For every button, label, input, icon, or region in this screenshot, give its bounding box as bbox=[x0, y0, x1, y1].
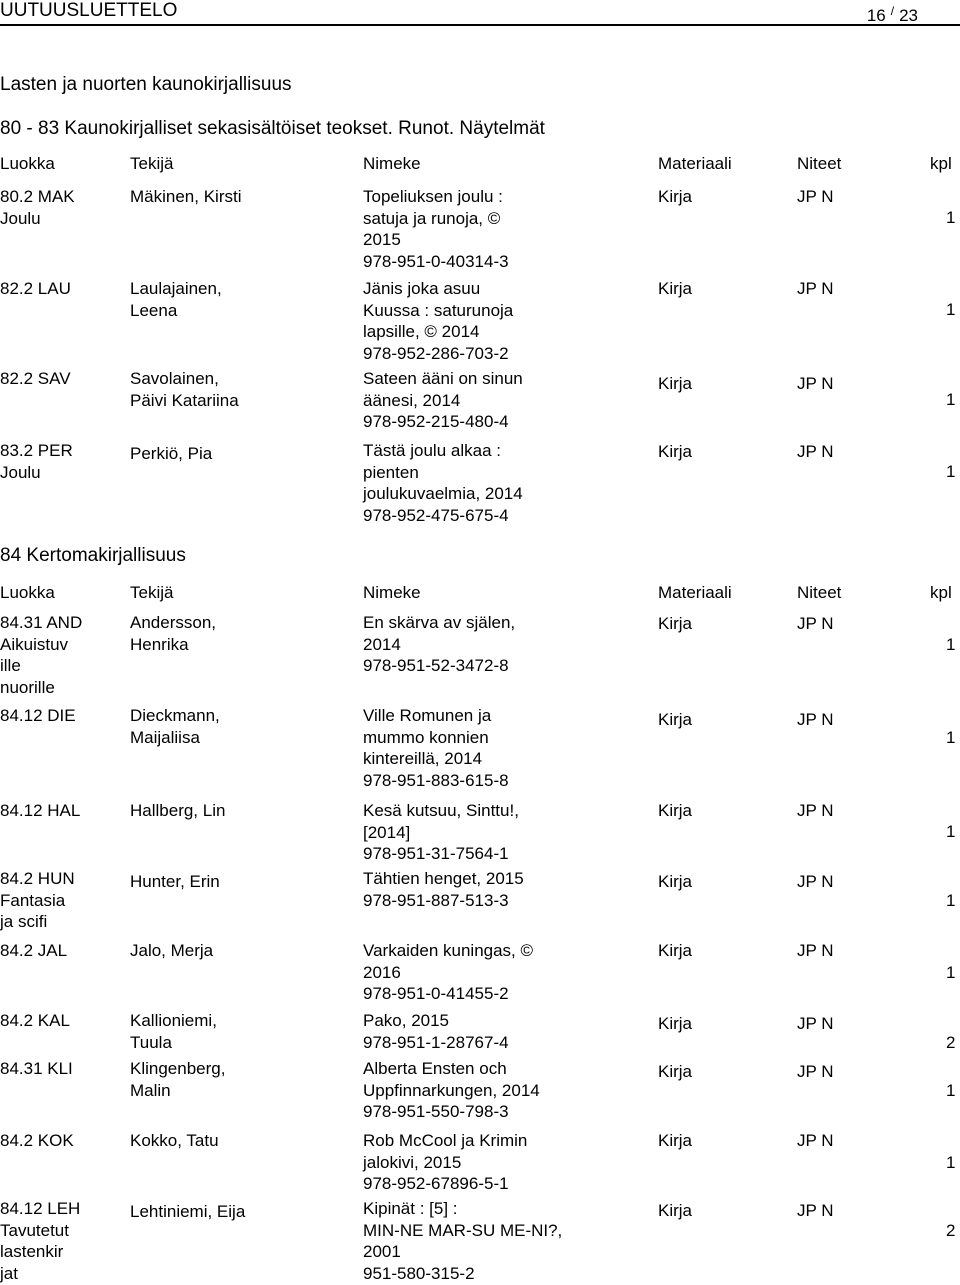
entry-niteet-line: JP N bbox=[797, 279, 834, 298]
entry-materiaali-line: Kirja bbox=[658, 187, 693, 206]
entry-nimeke-line: 978-951-0-41455-2 bbox=[363, 984, 509, 1003]
entry-kpl bbox=[946, 207, 955, 229]
entry-tekija bbox=[130, 1058, 225, 1101]
entry-nimeke bbox=[363, 1058, 540, 1123]
entry-luokka bbox=[0, 368, 71, 390]
entry-tekija-line: Kokko, Tatu bbox=[130, 1131, 219, 1150]
entry-nimeke-line: Tähtien henget, 2015 bbox=[363, 869, 524, 888]
entry-luokka bbox=[0, 1058, 73, 1080]
entry-luokka-line: Fantasia bbox=[0, 890, 66, 910]
entry-nimeke-line: 978-951-550-798-3 bbox=[363, 1102, 509, 1121]
entry-luokka-line: 84.2 HUN bbox=[0, 869, 75, 888]
entry-nimeke-line: 978-951-1-28767-4 bbox=[363, 1032, 509, 1052]
entry-niteet-line: JP N bbox=[797, 1131, 834, 1150]
entry-luokka bbox=[0, 186, 75, 229]
entry-tekija-line: Mäkinen, Kirsti bbox=[130, 187, 242, 206]
entry-luokka-line: Joulu bbox=[0, 462, 41, 482]
entry-niteet bbox=[797, 1200, 834, 1222]
entry-tekija-line: Malin bbox=[130, 1080, 171, 1100]
entry-niteet-line: JP N bbox=[797, 801, 834, 820]
entry-nimeke-line: Tästä joulu alkaa : bbox=[363, 441, 501, 460]
entry-luokka-line: 84.12 HAL bbox=[0, 801, 81, 820]
entry-nimeke bbox=[363, 278, 513, 364]
entry-nimeke bbox=[363, 868, 524, 911]
column-header-row bbox=[0, 582, 960, 604]
entry-luokka-line: Aikuistuv bbox=[0, 634, 69, 654]
entry-tekija-line: Lehtiniemi, Eija bbox=[130, 1202, 246, 1221]
entry-materiaali bbox=[658, 1013, 692, 1035]
entry-nimeke-line: 978-951-52-3472-8 bbox=[363, 656, 509, 675]
entry-nimeke-line: pienten bbox=[363, 462, 419, 482]
entry-materiaali-line: Kirja bbox=[658, 872, 693, 891]
col-kpl: kpl bbox=[930, 154, 952, 173]
entry-luokka bbox=[0, 1130, 74, 1152]
entry-materiaali-line: Kirja bbox=[658, 710, 693, 729]
entry-nimeke-line: 978-952-215-480-4 bbox=[363, 412, 509, 431]
page-number bbox=[867, 0, 918, 27]
entry-tekija-line: Andersson, bbox=[130, 613, 216, 632]
entry-kpl-line: 2 bbox=[946, 1221, 956, 1240]
entry-materiaali bbox=[658, 940, 692, 962]
entry-nimeke-line: Ville Romunen ja bbox=[363, 706, 492, 725]
entry-kpl-line: 1 bbox=[946, 963, 956, 982]
entry-nimeke-line: [2014] bbox=[363, 822, 411, 842]
entry-materiaali-line: Kirja bbox=[658, 1131, 693, 1150]
entry-materiaali-line: Kirja bbox=[658, 1014, 693, 1033]
entry-tekija bbox=[130, 278, 222, 321]
entry-materiaali-line: Kirja bbox=[658, 1201, 693, 1220]
entry-kpl bbox=[946, 299, 955, 321]
entry-kpl-line: 1 bbox=[946, 822, 956, 841]
entry-nimeke-line: 978-951-0-40314-3 bbox=[363, 251, 509, 271]
entry-tekija-line: Hunter, Erin bbox=[130, 872, 220, 891]
entry-luokka-line: Tavutetut bbox=[0, 1220, 69, 1240]
entry-kpl bbox=[946, 1220, 955, 1242]
entry-nimeke-line: mummo konnien bbox=[363, 727, 489, 747]
entry-nimeke-line: lapsille, © 2014 bbox=[363, 322, 480, 341]
entry-tekija-line: Maijaliisa bbox=[130, 727, 200, 747]
entry-luokka-line: 84.12 LEH bbox=[0, 1199, 81, 1218]
entry-nimeke-line: 2014 bbox=[363, 634, 401, 654]
entry-kpl-line: 1 bbox=[946, 891, 956, 910]
main-section-heading: Lasten ja nuorten kaunokirjallisuus bbox=[0, 74, 292, 95]
col-nimeke: Nimeke bbox=[363, 583, 421, 602]
entry-kpl bbox=[946, 1152, 955, 1174]
entry-kpl bbox=[946, 821, 955, 843]
entry-nimeke-line: Kipinät : [5] : bbox=[363, 1199, 458, 1218]
column-header-row bbox=[0, 153, 960, 175]
entry-materiaali bbox=[658, 278, 692, 300]
entry-kpl-line: 1 bbox=[946, 728, 956, 747]
col-niteet: Niteet bbox=[797, 583, 842, 602]
entry-tekija bbox=[130, 1010, 217, 1053]
entry-kpl bbox=[946, 727, 955, 749]
entry-kpl bbox=[946, 1080, 955, 1102]
entry-nimeke-line: jalokivi, 2015 bbox=[363, 1152, 462, 1172]
entry-nimeke-line: 978-952-475-675-4 bbox=[363, 505, 509, 525]
entry-materiaali bbox=[658, 186, 692, 208]
entry-luokka bbox=[0, 1010, 70, 1032]
entry-kpl bbox=[946, 461, 955, 483]
entry-luokka-line: 82.2 SAV bbox=[0, 369, 71, 388]
entry-kpl-line: 1 bbox=[946, 1081, 956, 1100]
entry-kpl-line: 2 bbox=[946, 1033, 956, 1052]
entry-nimeke-line: Rob McCool ja Krimin bbox=[363, 1131, 528, 1150]
col-kpl: kpl bbox=[930, 583, 952, 602]
entry-nimeke-line: 978-952-286-703-2 bbox=[363, 343, 509, 363]
entry-materiaali-line: Kirja bbox=[658, 801, 693, 820]
entry-tekija bbox=[130, 186, 241, 208]
col-materiaali: Materiaali bbox=[658, 154, 732, 173]
entry-materiaali bbox=[658, 613, 692, 635]
entry-kpl-line: 1 bbox=[946, 390, 956, 409]
entry-nimeke bbox=[363, 440, 523, 526]
entry-tekija bbox=[130, 443, 212, 465]
entry-luokka-line: ille bbox=[0, 656, 21, 675]
entry-tekija-line: Päivi Katariina bbox=[130, 390, 239, 410]
entry-nimeke-line: Alberta Ensten och bbox=[363, 1059, 507, 1078]
entry-kpl-line: 1 bbox=[946, 208, 956, 227]
entry-luokka-line: 82.2 LAU bbox=[0, 279, 71, 298]
entry-niteet bbox=[797, 1013, 834, 1035]
entry-kpl bbox=[946, 962, 955, 984]
entry-materiaali bbox=[658, 800, 692, 822]
entry-nimeke bbox=[363, 800, 519, 865]
header-rule bbox=[0, 24, 960, 26]
entry-luokka-line: Joulu bbox=[0, 208, 41, 228]
entry-nimeke-line: 978-951-31-7564-1 bbox=[363, 844, 509, 863]
entry-niteet-line: JP N bbox=[797, 614, 834, 633]
page-separator: / bbox=[890, 4, 895, 18]
entry-nimeke-line: Varkaiden kuningas, © bbox=[363, 941, 534, 960]
entry-niteet-line: JP N bbox=[797, 941, 834, 960]
entry-luokka-line: 84.12 DIE bbox=[0, 706, 76, 725]
entry-nimeke bbox=[363, 1198, 562, 1284]
entry-niteet bbox=[797, 613, 834, 635]
entry-kpl-line: 1 bbox=[946, 300, 956, 319]
entry-nimeke bbox=[363, 368, 523, 433]
entry-niteet bbox=[797, 1061, 834, 1083]
entry-niteet bbox=[797, 1130, 834, 1152]
entry-luokka-line: 84.31 AND bbox=[0, 613, 83, 632]
entry-materiaali bbox=[658, 1200, 692, 1222]
entry-niteet-line: JP N bbox=[797, 442, 834, 461]
entry-tekija-line: Tuula bbox=[130, 1032, 172, 1052]
entry-tekija-line: Savolainen, bbox=[130, 369, 219, 388]
entry-tekija-line: Kallioniemi, bbox=[130, 1011, 217, 1030]
entry-nimeke-line: äänesi, 2014 bbox=[363, 390, 461, 410]
entry-tekija-line: Hallberg, Lin bbox=[130, 801, 226, 820]
entry-niteet-line: JP N bbox=[797, 1014, 834, 1033]
entry-materiaali-line: Kirja bbox=[658, 442, 693, 461]
entry-materiaali-line: Kirja bbox=[658, 1062, 693, 1081]
entry-tekija-line: Laulajainen, bbox=[130, 279, 222, 298]
entry-luokka bbox=[0, 868, 75, 933]
entry-materiaali bbox=[658, 441, 692, 463]
entry-niteet-line: JP N bbox=[797, 1062, 834, 1081]
entry-nimeke-line: kintereillä, 2014 bbox=[363, 749, 483, 768]
col-tekija: Tekijä bbox=[130, 583, 174, 602]
col-luokka: Luokka bbox=[0, 583, 55, 602]
entry-tekija-line: Klingenberg, bbox=[130, 1059, 226, 1078]
entry-luokka-line: ja scifi bbox=[0, 912, 48, 931]
entry-niteet bbox=[797, 800, 834, 822]
entry-luokka-line: lastenkir bbox=[0, 1242, 64, 1261]
col-nimeke: Nimeke bbox=[363, 154, 421, 173]
entry-niteet bbox=[797, 186, 834, 208]
entry-kpl bbox=[946, 634, 955, 656]
entry-kpl bbox=[946, 890, 955, 912]
entry-nimeke-line: 978-952-67896-5-1 bbox=[363, 1174, 509, 1193]
entry-materiaali-line: Kirja bbox=[658, 614, 693, 633]
entry-niteet bbox=[797, 871, 834, 893]
catalog-title: UUTUUSLUETTELO bbox=[0, 0, 178, 21]
entry-nimeke-line: Topeliuksen joulu : bbox=[363, 187, 503, 206]
entry-luokka bbox=[0, 278, 71, 300]
col-tekija: Tekijä bbox=[130, 154, 174, 173]
entry-nimeke-line: Uppfinnarkungen, 2014 bbox=[363, 1080, 540, 1100]
entry-tekija-line: Dieckmann, bbox=[130, 706, 220, 725]
entry-nimeke-line: joulukuvaelmia, 2014 bbox=[363, 484, 523, 503]
entry-niteet-line: JP N bbox=[797, 374, 834, 393]
entry-luokka-line: 84.2 KAL bbox=[0, 1011, 70, 1030]
entry-luokka-line: 84.2 JAL bbox=[0, 941, 68, 960]
entry-nimeke-line: Pako, 2015 bbox=[363, 1011, 450, 1030]
entry-niteet-line: JP N bbox=[797, 1201, 834, 1220]
entry-nimeke-line: Kesä kutsuu, Sinttu!, bbox=[363, 801, 519, 820]
entry-tekija bbox=[130, 705, 220, 748]
entry-tekija bbox=[130, 1201, 245, 1223]
entry-kpl bbox=[946, 389, 955, 411]
entry-luokka-line: jat bbox=[0, 1263, 18, 1283]
entry-luokka-line: 80.2 MAK bbox=[0, 187, 75, 206]
entry-kpl-line: 1 bbox=[946, 462, 956, 481]
entry-materiaali-line: Kirja bbox=[658, 941, 693, 960]
entry-luokka-line: 84.31 KLI bbox=[0, 1059, 73, 1078]
entry-nimeke-line: MIN-NE MAR-SU ME-NI?, bbox=[363, 1220, 563, 1240]
entry-kpl bbox=[946, 1032, 955, 1054]
entry-niteet bbox=[797, 441, 834, 463]
entry-nimeke bbox=[363, 1010, 509, 1053]
entry-kpl-line: 1 bbox=[946, 1153, 956, 1172]
entry-tekija-line: Jalo, Merja bbox=[130, 941, 214, 960]
entry-niteet-line: JP N bbox=[797, 872, 834, 891]
entry-tekija bbox=[130, 368, 239, 411]
section-heading-80-83: 80 - 83 Kaunokirjalliset sekasisältöiset teokset. Runot. Näytelmät bbox=[0, 118, 545, 139]
entry-tekija bbox=[130, 871, 220, 893]
entry-nimeke-line: Sateen ääni on sinun bbox=[363, 369, 523, 388]
entry-nimeke-line: En skärva av själen, bbox=[363, 613, 516, 632]
entry-luokka bbox=[0, 800, 80, 822]
page-total: 23 bbox=[899, 6, 918, 25]
entry-niteet bbox=[797, 278, 834, 300]
entry-nimeke-line: 978-951-887-513-3 bbox=[363, 890, 509, 910]
entry-nimeke bbox=[363, 186, 509, 272]
entry-materiaali bbox=[658, 709, 692, 731]
entry-tekija bbox=[130, 940, 213, 962]
entry-tekija bbox=[130, 612, 216, 655]
entry-luokka-line: 83.2 PER bbox=[0, 441, 73, 460]
entry-luokka bbox=[0, 940, 67, 962]
section-heading-84: 84 Kertomakirjallisuus bbox=[0, 545, 186, 566]
entry-kpl-line: 1 bbox=[946, 635, 956, 654]
entry-niteet-line: JP N bbox=[797, 187, 834, 206]
entry-nimeke-line: 2001 bbox=[363, 1242, 401, 1261]
entry-luokka-line: 84.2 KOK bbox=[0, 1131, 74, 1150]
col-niteet: Niteet bbox=[797, 154, 842, 173]
entry-tekija-line: Perkiö, Pia bbox=[130, 444, 213, 463]
entry-nimeke bbox=[363, 1130, 527, 1195]
entry-nimeke-line: Kuussa : saturunoja bbox=[363, 300, 514, 320]
entry-niteet-line: JP N bbox=[797, 710, 834, 729]
entry-materiaali bbox=[658, 1130, 692, 1152]
entry-tekija-line: Leena bbox=[130, 300, 178, 320]
entry-materiaali bbox=[658, 373, 692, 395]
entry-luokka bbox=[0, 705, 76, 727]
entry-nimeke-line: 978-951-883-615-8 bbox=[363, 770, 509, 790]
col-materiaali: Materiaali bbox=[658, 583, 732, 602]
col-luokka: Luokka bbox=[0, 154, 55, 173]
entry-nimeke-line: 2015 bbox=[363, 230, 401, 249]
entry-luokka-line: nuorille bbox=[0, 677, 55, 697]
entry-materiaali-line: Kirja bbox=[658, 279, 693, 298]
entry-niteet bbox=[797, 940, 834, 962]
entry-tekija bbox=[130, 800, 225, 822]
entry-niteet bbox=[797, 373, 834, 395]
entry-tekija bbox=[130, 1130, 219, 1152]
entry-luokka bbox=[0, 1198, 80, 1284]
entry-materiaali bbox=[658, 1061, 692, 1083]
entry-luokka bbox=[0, 440, 73, 483]
entry-nimeke-line: Jänis joka asuu bbox=[363, 279, 481, 298]
entry-nimeke bbox=[363, 612, 515, 677]
entry-nimeke-line: 951-580-315-2 bbox=[363, 1263, 475, 1283]
entry-nimeke-line: 2016 bbox=[363, 962, 401, 982]
entry-materiaali bbox=[658, 871, 692, 893]
page-current: 16 bbox=[866, 6, 886, 25]
entry-nimeke-line: satuja ja runoja, © bbox=[363, 208, 501, 228]
entry-niteet bbox=[797, 709, 834, 731]
entry-luokka bbox=[0, 612, 82, 698]
entry-nimeke bbox=[363, 940, 533, 1005]
entry-nimeke bbox=[363, 705, 509, 791]
entry-tekija-line: Henrika bbox=[130, 634, 189, 654]
entry-materiaali-line: Kirja bbox=[658, 374, 693, 393]
